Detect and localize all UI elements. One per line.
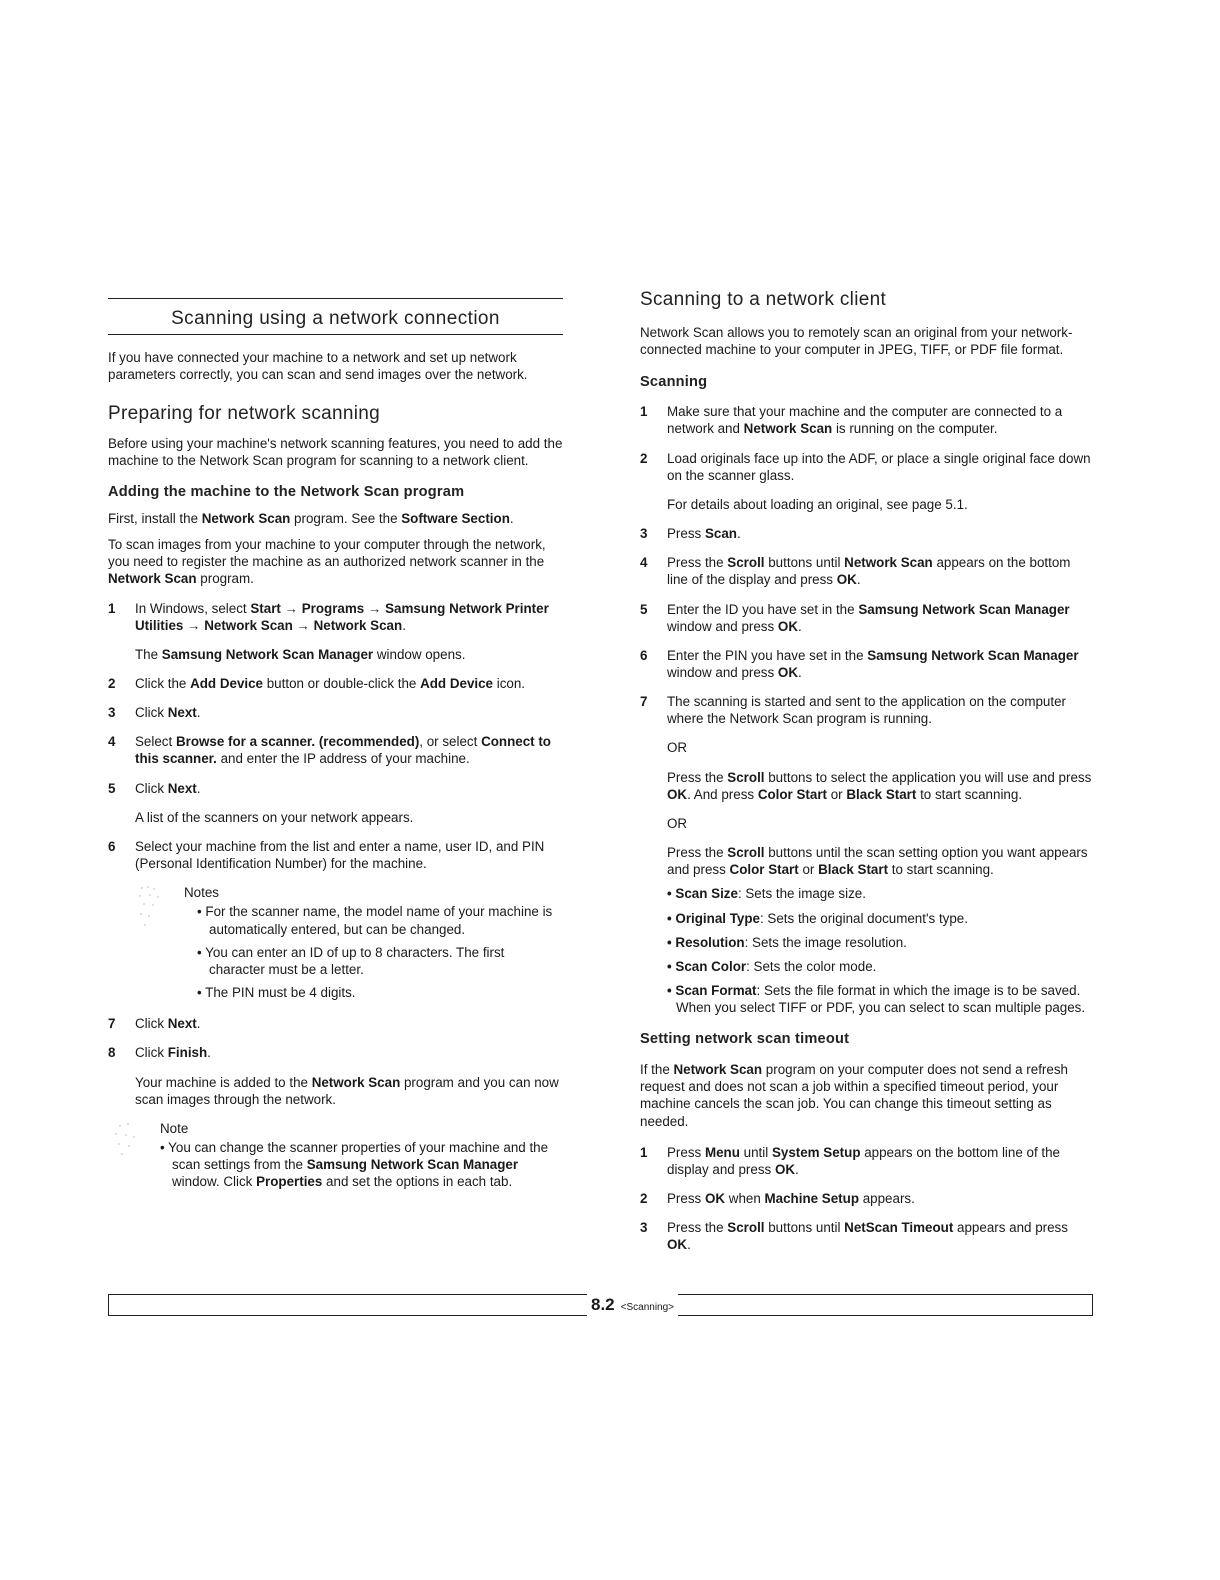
scan-step-4: 4 Press the Scroll buttons until Network Scan appears on the bottom line of the display and press OK. [640,555,1071,588]
option-scan-size: • Scan Size: Sets the image size. [667,886,866,902]
adding-heading: Adding the machine to the Network Scan program [108,484,465,501]
scan-step-2-detail: For details about loading an original, see page 5.1. [667,496,968,512]
note-item-2: • You can enter an ID of up to 8 characters. The first character must be a letter. [197,944,505,977]
note-item-1: • For the scanner name, the model name of your machine is automatically entered, but can be changed. [197,904,553,937]
timeout-step-1: 1 Press Menu until System Setup appears on the bottom line of the display and press OK. [640,1144,1061,1177]
intro-paragraph: If you have connected your machine to a network and set up network parameters correctly, you can scan and send images over the network. [108,350,528,383]
step-7: 7 Click Next. [108,1016,201,1032]
notes-title: Notes [184,885,219,901]
timeout-step-3: 3 Press the Scroll buttons until NetScan Timeout appears and press OK. [640,1220,1068,1253]
scan-step-2: 2 Load originals face up into the ADF, or place a single original face down on the scanner glass. [640,450,1091,483]
step-4: 4 Select Browse for a scanner. (recommended), or select Connect to this scanner. and enter the IP address of your machine. [108,734,551,767]
preparing-paragraph: Before using your machine's network scanning features, you need to add the machine to the Network Scan program for scanning to a network client. [108,435,563,469]
option-scan-color: • Scan Color: Sets the color mode. [667,958,877,974]
footer-label [587,1294,678,1316]
timeout-paragraph: If the Network Scan program on your computer does not send a refresh request and does not scan a job within a specified timeout period, your machine cancels the scan job. You can change this timeout setting as needed. [640,1062,1068,1129]
register-paragraph: To scan images from your machine to your computer through the network, you need to register the machine as an authorized network scanner in the Network Scan program. [108,537,546,587]
or-separator-2: OR [667,815,688,831]
note-callout [108,1120,563,1191]
option-resolution: • Resolution: Sets the image resolution. [667,934,907,950]
note-title: Note [160,1120,189,1136]
section-title: Scanning using a network connection [108,298,563,335]
or-separator-1: OR [667,740,688,756]
note-icon [110,1120,140,1170]
scan-step-5: 5 Enter the ID you have set in the Samsung Network Scan Manager window and press OK. [640,601,1070,634]
preparing-heading: Preparing for network scanning [108,402,380,424]
page-footer [108,1294,1093,1316]
notes-callout [108,884,563,1001]
scan-step-3: 3 Press Scan. [640,526,741,542]
page-number: 8.2 [591,1295,615,1314]
scan-step-7: 7 The scanning is started and sent to the application on the computer where the Network Scan program is running. [640,694,1066,727]
step-6: 6 Select your machine from the list and enter a name, user ID, and PIN (Personal Identification Number) for the machine. [108,838,545,872]
step-1-result: The Samsung Network Scan Manager window opens. [135,646,466,662]
step-1: 1 In Windows, select Start → Programs → Samsung Network Printer Utilities → Network Scan → Network Scan. [108,600,549,633]
scanning-heading: Scanning [640,373,708,390]
step-8: 8 Click Finish. [108,1045,211,1061]
step-3: 3 Click Next. [108,705,201,721]
note-icon [136,884,166,934]
timeout-step-2: 2 Press OK when Machine Setup appears. [640,1190,915,1206]
footer-section: <Scanning> [620,1302,675,1313]
step-5: 5 Click Next. [108,780,201,796]
client-heading: Scanning to a network client [640,289,887,310]
step-5-result: A list of the scanners on your network appears. [135,809,414,825]
scan-step-1: 1 Make sure that your machine and the computer are connected to a network and Network Scan is running on the computer. [640,404,1063,437]
timeout-heading: Setting network scan timeout [640,1031,850,1048]
alternative-2: Press the Scroll buttons until the scan setting option you want appears and press Color Start or Black Start to start scanning. [667,845,1088,878]
step-2: 2 Click the Add Device button or double-click the Add Device icon. [108,676,526,692]
step-8-result: Your machine is added to the Network Scan program and you can now scan images through the network. [135,1074,559,1107]
scan-step-6: 6 Enter the PIN you have set in the Samsung Network Scan Manager window and press OK. [640,647,1079,681]
left-column [108,288,563,1196]
note-item: • You can change the scanner properties of your machine and the scan settings from the Samsung Network Scan Manager window. Click Properties and set the options in each tab. [160,1139,549,1190]
note-item-3: • The PIN must be 4 digits. [197,985,356,1001]
option-original-type: • Original Type: Sets the original document's type. [667,910,968,926]
option-scan-format: • Scan Format: Sets the file format in which the image is to be saved. When you select TIFF or PDF, you can select to scan multiple pages. [667,983,1086,1016]
right-column [640,288,1092,1265]
client-intro: Network Scan allows you to remotely scan an original from your network-connected machine to your computer in JPEG, TIFF, or PDF file format. [640,325,1073,358]
install-paragraph: First, install the Network Scan program. See the Software Section. [108,510,514,526]
alternative-1: Press the Scroll buttons to select the application you will use and press OK. And press Color Start or Black Start to start scanning. [667,769,1092,802]
